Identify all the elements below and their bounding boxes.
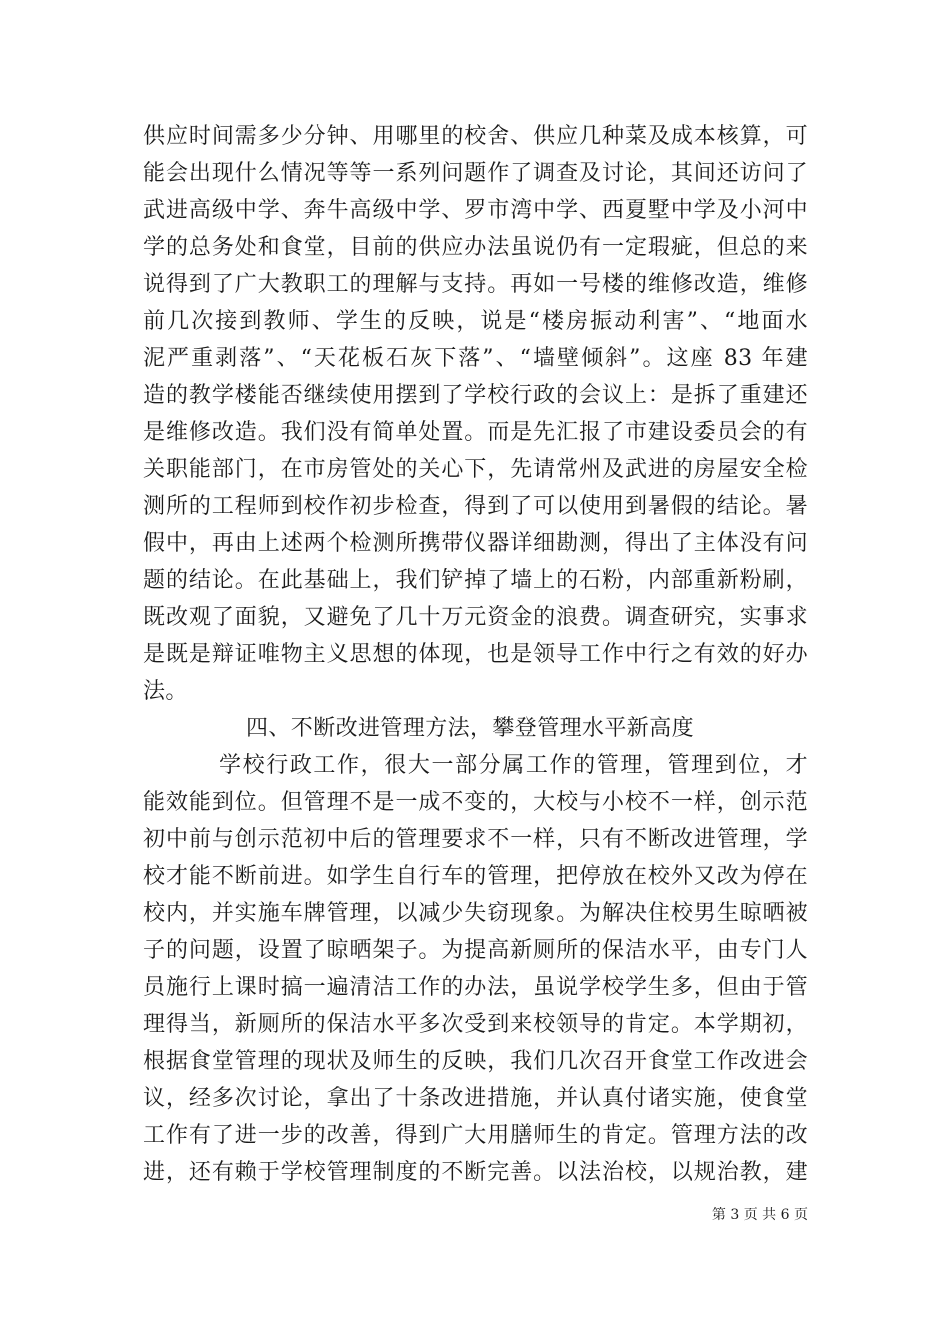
page-number-footer: 第 3 页 共 6 页: [711, 1207, 808, 1223]
text-line: 前几次接到教师、学生的反映，说是“楼房振动利害”、“地面水: [143, 309, 808, 334]
text-line: 校内，并实施车牌管理，以减少失窃现象。为解决住校男生晾晒被: [143, 901, 808, 926]
text-line: 是维修改造。我们没有简单处置。而是先汇报了市建设委员会的有: [143, 420, 808, 445]
text-line: 法。: [143, 679, 188, 704]
text-line: 子的问题，设置了晾晒架子。为提高新厕所的保洁水平，由专门人: [143, 938, 808, 963]
text-line: 供应时间需多少分钟、用哪里的校舍、供应几种菜及成本核算，可: [143, 124, 808, 149]
text-line: 假中，再由上述两个检测所携带仪器详细勘测，得出了主体没有问: [143, 531, 808, 556]
text-line: 能效能到位。但管理不是一成不变的，大校与小校不一样，创示范: [143, 790, 808, 815]
text-line: 说得到了广大教职工的理解与支持。再如一号楼的维修改造，维修: [143, 272, 808, 297]
text-line: 初中前与创示范初中后的管理要求不一样，只有不断改进管理，学: [143, 827, 808, 852]
text-line: 工作有了进一步的改善，得到广大用膳师生的肯定。管理方法的改: [143, 1123, 808, 1148]
paragraph-continuation: [143, 118, 808, 1191]
text-line: 理得当，新厕所的保洁水平多次受到来校领导的肯定。本学期初，: [143, 1012, 808, 1037]
text-line: 学的总务处和食堂，目前的供应办法虽说仍有一定瑕疵，但总的来: [143, 235, 808, 260]
text-line: 根据食堂管理的现状及师生的反映，我们几次召开食堂工作改进会: [143, 1049, 808, 1074]
text-line: 是既是辩证唯物主义思想的体现，也是领导工作中行之有效的好办: [143, 642, 808, 667]
text-line: 议，经多次讨论，拿出了十条改进措施，并认真付诸实施，使食堂: [143, 1086, 808, 1111]
text-line: 武进高级中学、奔牛高级中学、罗市湾中学、西夏墅中学及小河中: [143, 198, 808, 223]
section-heading: 四、不断改进管理方法，攀登管理水平新高度: [246, 716, 695, 741]
text-line: 测所的工程师到校作初步检查，得到了可以使用到暑假的结论。暑: [143, 494, 808, 519]
text-line: 关职能部门，在市房管处的关心下，先请常州及武进的房屋安全检: [143, 457, 808, 482]
text-line: 校才能不断前进。如学生自行车的管理，把停放在校外又改为停在: [143, 864, 808, 889]
text-line: 进，还有赖于学校管理制度的不断完善。以法治校，以规治教，建: [143, 1160, 808, 1185]
text-line-indented: 学校行政工作，很大一部分属工作的管理，管理到位，才: [219, 753, 808, 778]
text-line: 题的结论。在此基础上，我们铲掉了墙上的石粉，内部重新粉刷，: [143, 568, 808, 593]
text-line: 造的教学楼能否继续使用摆到了学校行政的会议上：是拆了重建还: [143, 383, 808, 408]
text-line: 泥严重剥落”、“天花板石灰下落”、“墙壁倾斜”。这座 83 年建: [143, 346, 808, 371]
text-line: 员施行上课时搞一遍清洁工作的办法，虽说学校学生多，但由于管: [143, 975, 808, 1000]
text-line: 能会出现什么情况等等一系列问题作了调查及讨论，其间还访问了: [143, 161, 808, 186]
text-line: 既改观了面貌，又避免了几十万元资金的浪费。调查研究，实事求: [143, 605, 808, 630]
